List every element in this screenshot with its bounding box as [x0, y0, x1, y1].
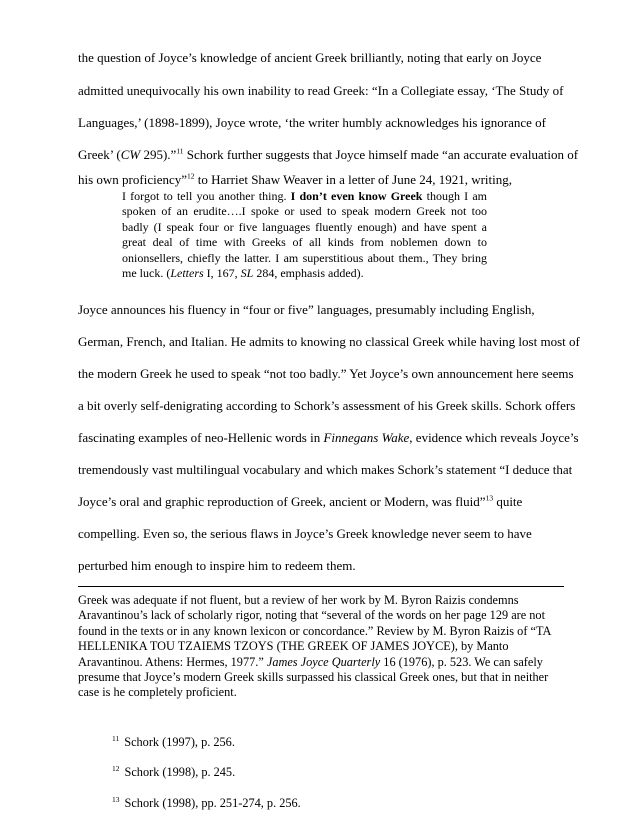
- body-line: tremendously vast multilingual vocabulary and which makes Schork’s statement “I deduce that: [78, 462, 573, 477]
- body-line: a bit overly self-denigrating according to Schork’s assessment of his Greek skills. Schork offers: [78, 398, 576, 413]
- body-line: compelling. Even so, the serious flaws in Joyce’s Greek knowledge never seem to have: [78, 526, 532, 541]
- body-line: Joyce announces his fluency in “four or five” languages, presumably including English,: [78, 302, 535, 317]
- footnote-ref: 13: [485, 493, 494, 503]
- body-line: German, French, and Italian. He admits to knowing no classical Greek while having lost most of: [78, 334, 580, 349]
- footnote-number: 11: [112, 733, 120, 743]
- block-quote: I forgot to tell you another thing. I don’t even know Greek though I am spoken of an erudite….I spoke or used to speak modern Greek not too badly (I speak four or five languages fluently enough) and have spent a great deal of time with Greeks of all kinds from noblemen down to onionsellers, chiefly the latter. I am superstitious about them., They bring me luck. (Letters I, 167, SL 284, emphasis added).: [122, 189, 488, 281]
- body-line: admitted unequivocally his own inability to read Greek: “In a Collegiate essay, ‘The Study of: [78, 83, 564, 98]
- body-line: Greek’ (CW 295).”$^{11}$ Schork further suggests that Joyce himself made “an accurate evaluation of: [78, 146, 579, 162]
- footnote-ref: 11: [176, 146, 184, 156]
- footnote: $^{13}$ Schork (1998), pp. 251-274, p. 256.: [112, 794, 301, 810]
- body-line: his own proficiency”$^{12}$ to Harriet Shaw Weaver in a letter of June 24, 1921, writing,: [78, 171, 513, 187]
- body-line: perturbed him enough to inspire him to redeem them.: [78, 558, 356, 573]
- body-line: the modern Greek he used to speak “not too badly.” Yet Joyce’s own announcement here seems: [78, 366, 574, 381]
- footnote-number: 12: [112, 763, 120, 773]
- body-line: fascinating examples of neo-Hellenic words in Finnegans Wake, evidence which reveals Joyce’s: [78, 430, 579, 445]
- body-line: Joyce’s oral and graphic reproduction of Greek, ancient or Modern, was fluid”$^{13}$ quite: [78, 493, 523, 509]
- footnote: $^{12}$ Schork (1998), p. 245.: [112, 763, 236, 779]
- footnote-separator: [78, 586, 564, 587]
- footnote-number: 13: [112, 794, 120, 804]
- emphasis: I don’t even know Greek: [290, 189, 423, 203]
- body-line: Languages,’ (1898-1899), Joyce wrote, ‘the writer humbly acknowledges his ignorance of: [78, 115, 546, 130]
- footnote: $^{11}$ Schork (1997), p. 256.: [112, 733, 235, 749]
- footnote-continuation: Greek was adequate if not fluent, but a review of her work by M. Byron Raizis condemns Aravantinou’s lack of scholarly rigor, noting that “several of the words on her page 129 are not found in the texts or in any known lexicon or concordance.” Review by M. Byron Raizis of “TA HELLENIKA TOU TZAIEMS TZOYS (THE GREEK OF JAMES JOYCE), by Manto Aravantinou. Athens: Hermes, 1977.” James Joyce Quarterly 16 (1976), p. 523. We can safely presume that Joyce’s modern Greek skills surpassed his classical Greek ones, but that in neither case is he completely proficient.: [78, 593, 551, 700]
- footnote-ref: 12: [187, 171, 195, 181]
- body-line: the question of Joyce’s knowledge of ancient Greek brilliantly, noting that early on Joyce: [78, 50, 542, 65]
